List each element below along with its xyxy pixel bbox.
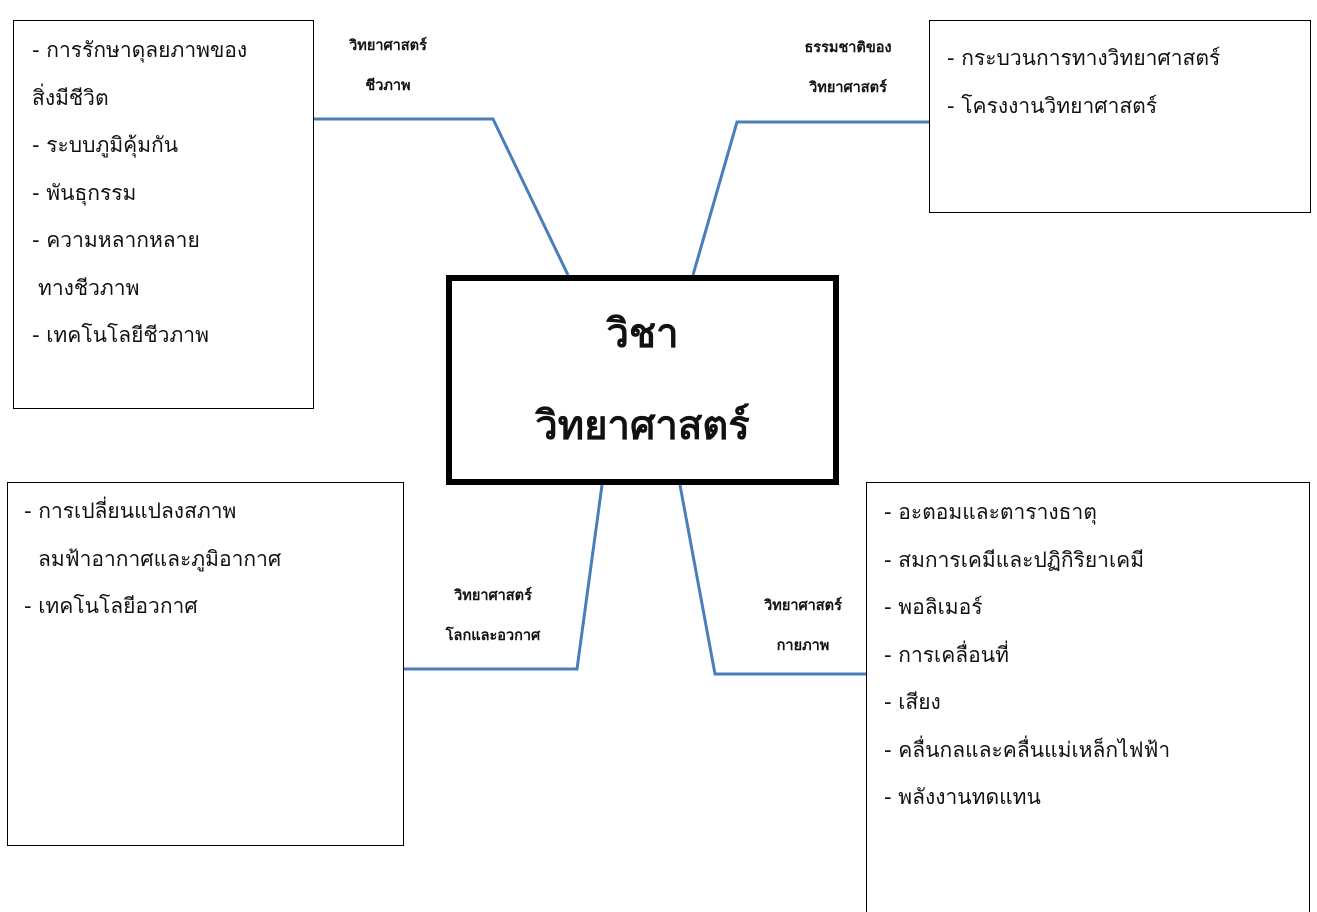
list-item: - อะตอมและตารางธาตุ bbox=[884, 500, 1097, 524]
branch-label-line: วิทยาศาสตร์ bbox=[764, 598, 842, 614]
list-item: - การรักษาดุลยภาพของ bbox=[32, 38, 248, 62]
list-item: - เสียง bbox=[884, 690, 941, 714]
physical-topics-box bbox=[866, 482, 1310, 912]
nature-of-science-topic-list bbox=[930, 35, 1310, 130]
list-item: - โครงงานวิทยาศาสตร์ bbox=[947, 93, 1158, 118]
list-item: - สมการเคมีและปฏิกิริยาเคมี bbox=[884, 547, 1145, 572]
earth-space-topic-list bbox=[8, 488, 403, 631]
nature-of-science-topics-box bbox=[929, 20, 1311, 213]
connector-biology bbox=[313, 119, 568, 275]
list-item: ลมฟ้าอากาศและภูมิอากาศ bbox=[38, 546, 282, 571]
branch-label-line: ชีวภาพ bbox=[365, 78, 411, 94]
branch-label-biology bbox=[318, 26, 458, 106]
branch-label-line: วิทยาศาสตร์ bbox=[809, 80, 887, 96]
list-item: - กระบวนการทางวิทยาศาสตร์ bbox=[947, 46, 1221, 70]
list-item: ทางชีวภาพ bbox=[38, 275, 140, 300]
branch-label-line: วิทยาศาสตร์ bbox=[454, 588, 532, 604]
branch-label-line: ธรรมชาติของ bbox=[804, 40, 892, 56]
list-item: - ความหลากหลาย bbox=[32, 228, 200, 252]
central-topic-box bbox=[446, 275, 839, 485]
connector-nature-of-science bbox=[693, 122, 929, 275]
branch-label-line: โลกและอวกาศ bbox=[445, 628, 541, 644]
central-topic-line2: วิทยาศาสตร์ bbox=[535, 403, 750, 449]
branch-label-line: กายภาพ bbox=[776, 638, 830, 654]
earth-space-topics-box bbox=[7, 482, 404, 846]
central-topic-line1: วิชา bbox=[606, 311, 679, 357]
branch-label-earth-space bbox=[418, 576, 568, 656]
list-item: - การเปลี่ยนแปลงสภาพ bbox=[24, 499, 237, 523]
list-item: สิ่งมีชีวิต bbox=[32, 85, 109, 110]
biology-topic-list bbox=[14, 27, 313, 360]
branch-label-nature-of-science bbox=[778, 28, 918, 108]
list-item: - พันธุกรรม bbox=[32, 180, 137, 205]
list-item: - พอลิเมอร์ bbox=[884, 595, 983, 619]
list-item: - คลื่นกลและคลื่นแม่เหล็กไฟฟ้า bbox=[884, 737, 1171, 762]
physical-topic-list bbox=[867, 489, 1309, 822]
list-item: - เทคโนโลยีอวกาศ bbox=[24, 594, 198, 618]
branch-label-line: วิทยาศาสตร์ bbox=[349, 38, 427, 54]
list-item: - ระบบภูมิคุ้มกัน bbox=[32, 133, 179, 157]
list-item: - การเคลื่อนที่ bbox=[884, 642, 1009, 667]
list-item: - พลังงานทดแทน bbox=[884, 785, 1041, 809]
list-item: - เทคโนโลยีชีวภาพ bbox=[32, 323, 209, 347]
biology-topics-box bbox=[13, 20, 314, 409]
branch-label-physical bbox=[738, 586, 868, 666]
